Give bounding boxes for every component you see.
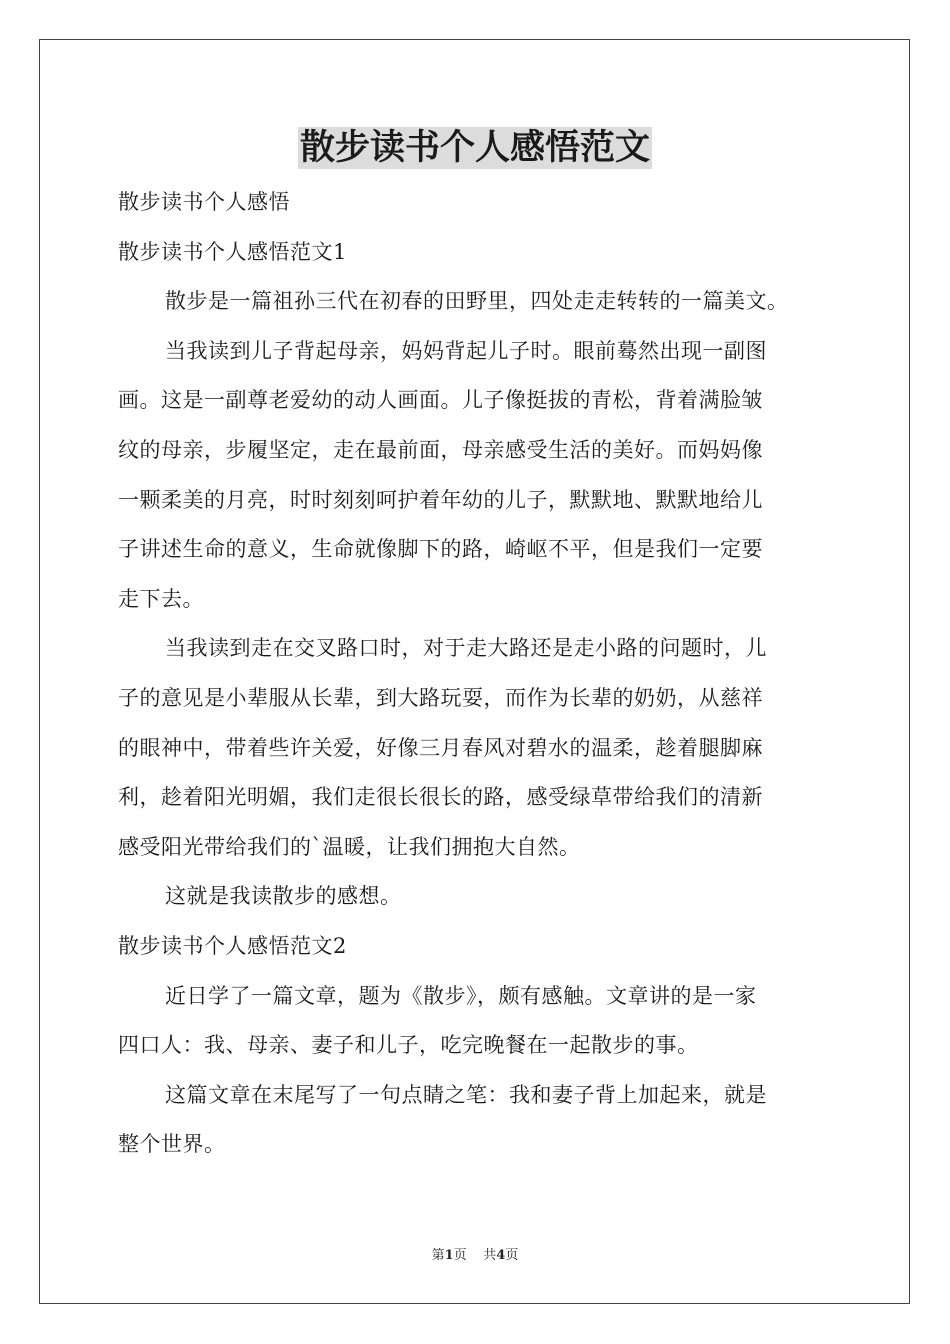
text-line: 散步读书个人感悟范文2 bbox=[118, 933, 347, 958]
document-title: 散步读书个人感悟范文 bbox=[299, 127, 650, 168]
text-line: 散步读书个人感悟范文1 bbox=[118, 239, 347, 264]
text-line: 散步读书个人感悟 bbox=[118, 190, 290, 214]
text-line: 画。这是一副尊老爱幼的动人画面。儿子像挺拔的青松，背着满脸皱 bbox=[118, 388, 763, 413]
text-line: 这就是我读散步的感想。 bbox=[165, 884, 402, 909]
text-line: 当我读到儿子背起母亲，妈妈背起儿子时。眼前蓦然出现一副图 bbox=[165, 338, 767, 363]
page-current: 1 bbox=[444, 1248, 454, 1263]
text-line: 纹的母亲，步履坚定，走在最前面，母亲感受生活的美好。而妈妈像 bbox=[118, 437, 763, 462]
text-line: 一颗柔美的月亮，时时刻刻呵护着年幼的儿子，默默地、默默地给儿 bbox=[118, 487, 763, 512]
page-prefix: 第 bbox=[431, 1248, 445, 1263]
text-line: 近日学了一篇文章，题为《散步》，颇有感触。文章讲的是一家 bbox=[165, 983, 757, 1008]
total-suffix: 页 bbox=[505, 1248, 519, 1263]
text-line: 走下去。 bbox=[118, 586, 204, 611]
text-line: 子讲述生命的意义，生命就像脚下的路，崎岖不平，但是我们一定要 bbox=[118, 537, 763, 562]
text-line: 当我读到走在交叉路口时，对于走大路还是走小路的问题时，儿 bbox=[165, 636, 767, 661]
text-line: 的眼神中，带着些许关爱，好像三月春风对碧水的温柔，趁着腿脚麻 bbox=[118, 735, 763, 760]
total-prefix: 共 bbox=[483, 1248, 497, 1263]
page-suffix: 页 bbox=[453, 1248, 467, 1263]
text-line: 感受阳光带给我们的`温暖，让我们拥抱大自然。 bbox=[118, 834, 581, 859]
text-line: 散步是一篇祖孙三代在初春的田野里，四处走走转转的一篇美文。 bbox=[165, 289, 789, 314]
text-line: 这篇文章在末尾写了一句点睛之笔：我和妻子背上加起来，就是 bbox=[165, 1082, 767, 1107]
text-line: 整个世界。 bbox=[118, 1132, 226, 1157]
document-title-container bbox=[0, 127, 950, 169]
text-line: 利，趁着阳光明媚，我们走很长很长的路，感受绿草带给我们的清新 bbox=[118, 785, 763, 810]
document-body bbox=[118, 178, 836, 1170]
text-line: 四口人：我、母亲、妻子和儿子，吃完晚餐在一起散步的事。 bbox=[118, 1033, 699, 1058]
page-total: 4 bbox=[496, 1248, 506, 1263]
page-footer bbox=[0, 1247, 950, 1265]
text-line: 子的意见是小辈服从长辈，到大路玩耍，而作为长辈的奶奶，从慈祥 bbox=[118, 685, 763, 710]
